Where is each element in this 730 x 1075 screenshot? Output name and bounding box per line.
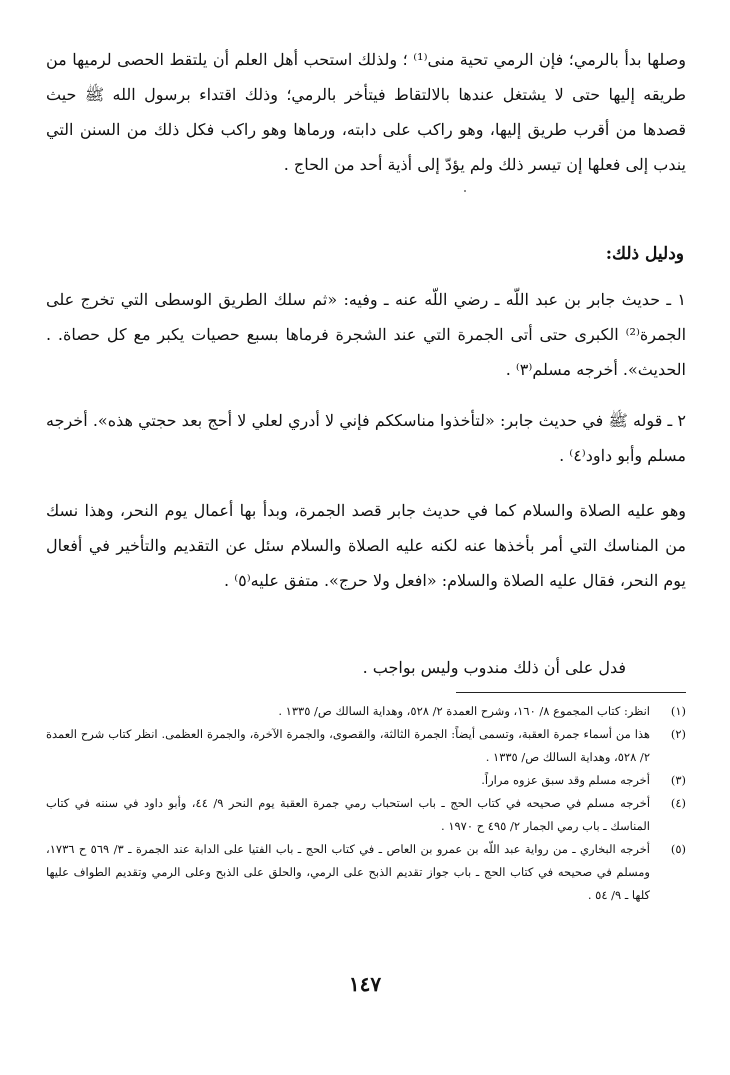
footnote-separator <box>456 692 686 693</box>
footnote-number: (٤) <box>670 796 686 810</box>
intro-paragraph: وصلها بدأ بالرمي؛ فإن الرمي تحية منى⁽¹⁾ ؛ ولذلك استحب أهل العلم أن يلتقط الحصى لرميها من طريقه إليها حتى لا يشتغل عندها بالالتقاط فيتأخر بالرمي؛ وذلك اقتداء برسول الله ﷺ حيث قصدها من أقرب طريق إليها، وهو راكب على دابته، ورماها وهو راكب فكل ذلك من السنن التي يندب إلى فعلها إن تيسر ذلك ولم يؤدّ إلى أذية أحد من الحاج . <box>46 50 686 174</box>
footnote-text: أخرجه مسلم وقد سبق عزوه مراراً. <box>481 773 650 787</box>
footnote-text: أخرجه مسلم في صحيحه في كتاب الحج ـ باب استحباب رمي جمرة العقبة يوم النحر ٩/ ٤٤، وأبو داود في سننه في كتاب المناسك ـ باب رمي الجمار ٢/ ٤٩٥ ح ١٩٧٠ . <box>46 796 651 833</box>
discussion-paragraph: وهو عليه الصلاة والسلام كما في حديث جابر قصد الجمرة، وبدأ بها أعمال يوم النحر، وهذا نسك من المناسك التي أمر بأخذها عنه لكنه عليه الصلاة والسلام سئل عن التقديم والتأخير في أفعال يوم النحر، فقال عليه الصلاة والسلام: «افعل ولا حرج». متفق عليه⁽٥⁾ . <box>46 501 686 590</box>
evidence-heading: ودليل ذلك: <box>605 244 684 264</box>
ink-speck <box>464 190 466 192</box>
footnote-2 <box>46 723 686 769</box>
footnotes <box>46 700 686 907</box>
footnote-1 <box>46 700 686 723</box>
footnote-number: (٣) <box>670 773 686 787</box>
footnote-text: أخرجه البخاري ـ من رواية عبد اللّه بن عمرو بن العاص ـ في كتاب الحج ـ باب الفتيا على الدابة عند الجمرة ـ ٣/ ٥٦٩ ح ١٧٣٦، ومسلم في صحيحه في كتاب الحج ـ باب جواز تقديم الذبح على الرمي، والحلق على الذبح وعلى الرمي وتقديم الطواف عليها كلها ـ ٩/ ٥٤ . <box>46 842 651 902</box>
footnote-text: انظر: كتاب المجموع ٨/ ١٦٠، وشرح العمدة ٢/ ٥٢٨، وهداية السالك ص/ ١٣٣٥ . <box>278 704 650 718</box>
page-number: ١٤٧ <box>348 972 382 996</box>
footnote-4 <box>46 792 686 838</box>
footnote-number: (١) <box>670 704 686 718</box>
footnote-number: (٢) <box>670 727 686 741</box>
evidence-item-1: ١ ـ حديث جابر بن عبد اللّه ـ رضي اللّه عنه ـ وفيه: «ثم سلك الطريق الوسطى التي تخرج على الجمرة⁽²⁾ الكبرى حتى أتى الجمرة التي عند الشجرة فرماها بسبع حصيات يكبر مع كل حصاة. . الحديث». أخرجه مسلم⁽٣⁾ . <box>46 290 687 379</box>
footnote-text: هذا من أسماء جمرة العقبة، وتسمى أيضاً: الجمرة الثالثة، والقصوى، والجمرة الآخرة، والجمرة العظمى. انظر كتاب شرح العمدة ٢/ ٥٢٨، وهداية السالك ص/ ١٣٣٥ . <box>46 727 650 764</box>
footnote-number: (٥) <box>670 842 686 856</box>
footnote-3 <box>46 769 686 792</box>
footnote-5 <box>46 838 686 907</box>
conclusion-line: فدل على أن ذلك مندوب وليس بواجب . <box>362 658 626 677</box>
evidence-item-2: ٢ ـ قوله ﷺ في حديث جابر: «لتأخذوا مناسككم فإني لا أدري لعلي لا أحج بعد حجتي هذه». أخرجه مسلم وأبو داود⁽٤⁾ . <box>46 411 686 465</box>
